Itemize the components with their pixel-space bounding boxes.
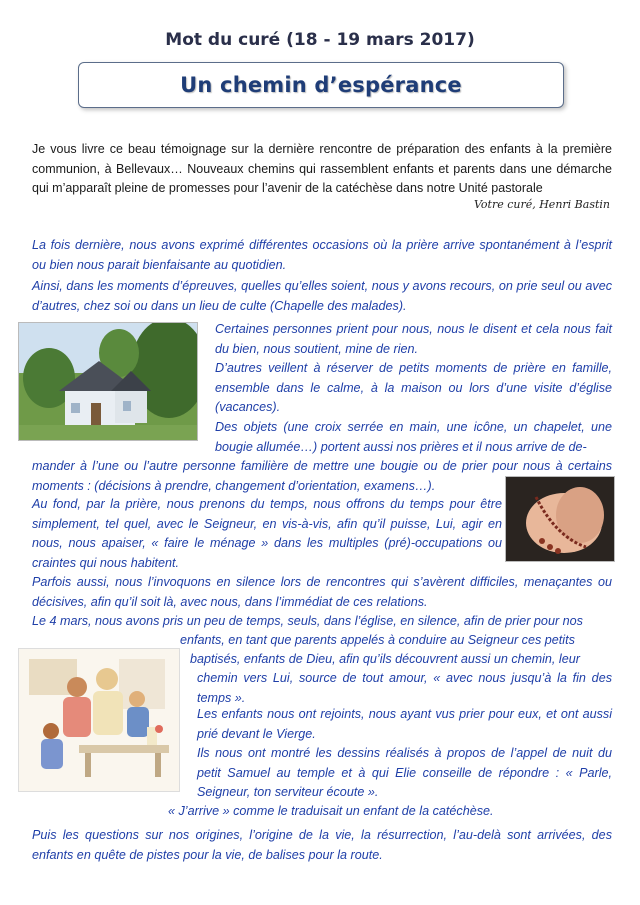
- paragraph-5a: Des objets (une croix serrée en main, une icône, un chapelet, une bougie allumée…) portent aussi nos prières et il nous arrive de de-: [215, 420, 612, 454]
- paragraph-6: Au fond, par la prière, nous prenons du temps, nous offrons du temps pour être simplement, tel quel, avec le Seigneur, en vis-à-vis, afin qu’il puisse, Lui, agir en nous, nous apaiser, « faire le ménage » dans les multiples (pré)-occupations ou craintes qui nous habitent.: [32, 497, 502, 570]
- article-title-box: [78, 62, 564, 108]
- paragraph-3: Certaines personnes prient pour nous, nous le disent et cela nous fait du bien, nous soutient, mine de rien.: [215, 322, 612, 356]
- paragraph-5b: mander à l’une ou l’autre personne familière de mettre une bougie ou de prier pour nous à certains moments : (décisions à prendre, changement d’orientation, examens…).: [32, 459, 612, 493]
- paragraph-4: D’autres veillent à réserver de petits moments de prière en famille, ensemble dans le calme, à la maison ou lors d’une visite d’église (vacances).: [215, 361, 612, 414]
- paragraph-8c: baptisés, enfants de Dieu, afin qu’ils découvrent aussi un chemin, leur: [190, 652, 580, 666]
- paragraph-8d: chemin vers Lui, source de tout amour, « avec nous jusqu’à la fin des temps ».: [197, 671, 612, 705]
- article-title: Un chemin d’espérance: [180, 73, 462, 97]
- signature: Votre curé, Henri Bastin: [473, 198, 610, 211]
- paragraph-12: Puis les questions sur nos origines, l’origine de la vie, la résurrection, l’au-delà sont arrivées, des enfants en quête de pistes pour la vie, de balises pour la route.: [32, 828, 612, 862]
- paragraph-9: Les enfants nous ont rejoints, nous ayant vus prier pour eux, et ont aussi prié devant le Vierge.: [197, 707, 612, 741]
- intro-paragraph: Je vous livre ce beau témoignage sur la dernière rencontre de préparation des enfants à la première communion, à Bellevaux… Nouveaux chemins qui rassemblent enfants et parents dans une démarche qui m’apparaît pleine de promesses pour l’avenir de la catéchèse dans notre Unité pastorale: [32, 142, 612, 195]
- rosary-hands-photo: [505, 476, 615, 562]
- paragraph-7: Parfois aussi, nous l’invoquons en silence lors de rencontres qui s’avèrent difficiles, menaçantes ou décisives, afin qu’il soit là, avec nous, dans l’immédiat de ces relations.: [32, 575, 612, 609]
- chapel-photo: [18, 322, 198, 441]
- paragraph-10: Ils nous ont montré les dessins réalisés à propos de l’appel de nuit du petit Samuel au temple et à qui Elie conseille de répondre : « Parle, Seigneur, ton serviteur écoute ».: [197, 746, 612, 799]
- paragraph-8a: Le 4 mars, nous avons pris un peu de temps, seuls, dans l’église, en silence, afin de prier pour nos: [32, 614, 583, 628]
- paragraph-11: « J’arrive » comme le traduisait un enfant de la catéchèse.: [168, 804, 494, 818]
- family-prayer-illustration: [18, 648, 180, 792]
- paragraph-1: La fois dernière, nous avons exprimé différentes occasions où la prière arrive spontanément à l’esprit ou bien nous parait bienfaisante au quotidien.: [32, 238, 612, 272]
- page-header: Mot du curé (18 - 19 mars 2017): [165, 30, 475, 50]
- paragraph-2: Ainsi, dans les moments d’épreuves, quelles qu’elles soient, nous y avons recours, on prie seul ou avec d’autres, chez soi ou dans un lieu de culte (Chapelle des malades).: [32, 279, 612, 313]
- paragraph-8b: enfants, en tant que parents appelés à conduire au Seigneur ces petits: [180, 633, 575, 647]
